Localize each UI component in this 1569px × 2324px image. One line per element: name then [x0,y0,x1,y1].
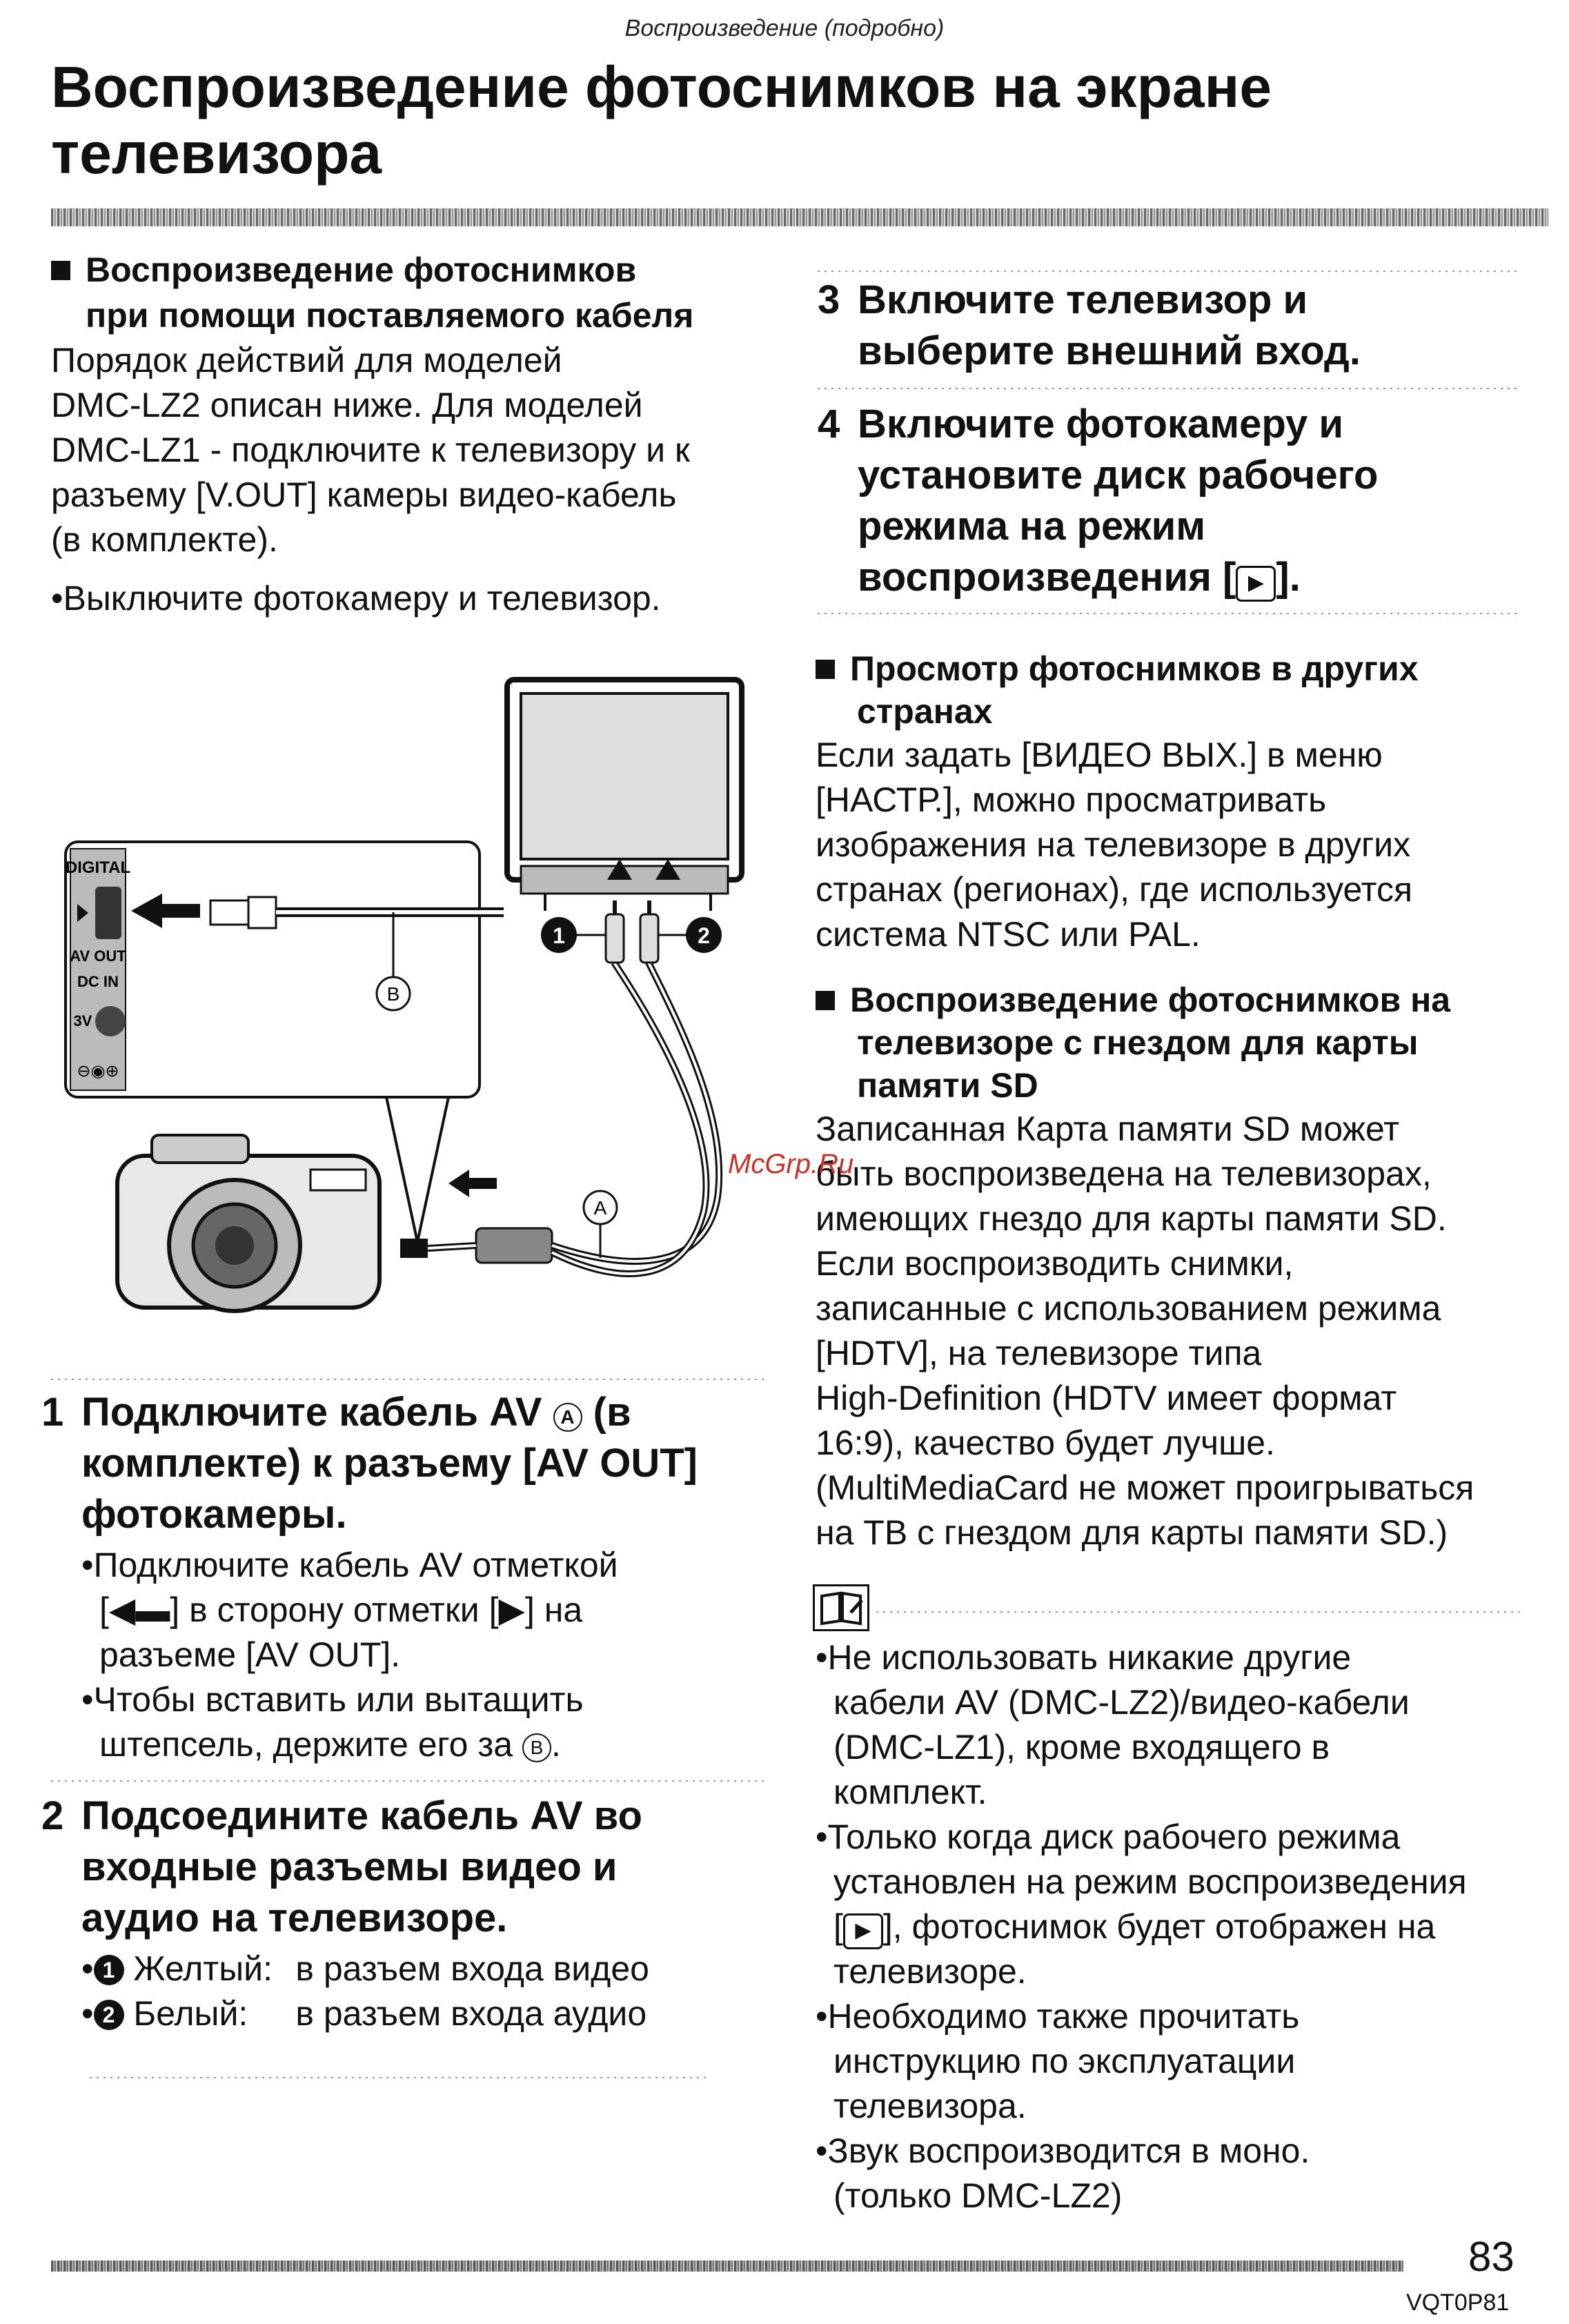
step-1-bullet-1: •Подключите кабель AV отметкой [◀▬] в сторону отметки [▶] на разъеме [AV OUT]. [81,1546,618,1674]
divider [876,1611,1525,1613]
step-3 [818,275,1535,377]
power-off-note: •Выключите фотокамеру и телевизор. [51,579,661,618]
playback-mode-icon: ▶ [1236,566,1276,602]
note-1: •Не использовать никакие другие кабели AV (DMC-LZ2)/видео-кабели (DMC-LZ1), кроме входящего в комплект. [816,1638,1410,1811]
connection-diagram [62,673,759,1352]
label-b-circle: B [522,1733,551,1762]
camera-illustration [117,1135,379,1311]
av-out-label: AV OUT [70,947,126,965]
divider [51,1780,769,1782]
playback-mode-icon: ▶ [843,1913,883,1949]
step-1-heading: 1 Подключите кабель AV A (в комплекте) к разъему [AV OUT] фотокамеры. [41,1390,698,1537]
footer-rule [51,2261,1403,2272]
step-1 [41,1387,773,1767]
title-line-1: Воспроизведение фотоснимков на экране [51,55,1272,119]
step-4 [818,399,1535,603]
square-bullet-icon [51,261,70,280]
breadcrumb: Воспроизведение (подробно) [624,15,945,41]
notes [816,1635,1554,2218]
square-bullet-icon [816,660,835,679]
divider [818,613,1521,614]
section-sd-tv [816,978,1547,1555]
divider [90,2077,711,2078]
num-2-badge: 2 [94,2000,124,2030]
port-panel-detail [66,842,504,1097]
square-bullet-icon [816,991,835,1010]
section-paragraph: Если задать [ВИДЕО ВЫХ.] в меню [НАСТР.], можно просматривать изображения на телевизоре в других странах (регионах), где используется система NTSC или PAL. [816,736,1413,954]
svg-text:⊖◉⊕: ⊖◉⊕ [77,1061,119,1081]
section-cable-playback [51,247,769,621]
note-4: •Звук воспроизводится в моно. (только DMC-LZ2) [816,2131,1310,2215]
section-heading: Воспроизведение фотоснимков на телевизоре с гнездом для карты памяти SD [816,978,1547,1107]
section-paragraph: Записанная Карта памяти SD может быть воспроизведена на телевизорах, имеющих гнездо для карты памяти SD. Если воспроизводить снимки, записанные с использованием режима [HDTV], на телевизоре типа High-Definition (HDTV имеет формат 16:9), качество будет лучше. (MultiMediaCard не может проигрываться на ТВ с гнездом для карты памяти SD.) [816,1110,1474,1552]
label-b: B [386,983,400,1005]
note-book-icon [813,1584,869,1631]
doc-code: VQT0P81 [1406,2289,1510,2316]
digital-label: DIGITAL [65,858,131,877]
step-4-heading: 4 Включите фотокамеру и установите диск рабочего режима на режим воспроизведения [ ▶ ]. [818,399,1535,603]
num-1-badge: 1 [553,923,565,948]
section-foreign-tv [816,647,1547,957]
dc-in-label: DC IN [77,973,119,990]
step-3-heading: 3 Включите телевизор и выберите внешний вход. [818,277,1361,373]
step-2-bullet-white: • 2 Белый: в разъем входа аудио [81,1994,647,2033]
note-2: •Только когда диск рабочего режима установлен на режим воспроизведения [ ▶ ], фотоснимок будет отображен на телевизоре. [816,1818,1467,1991]
step-1-bullet-2: •Чтобы вставить или вытащить штепсель, держите его за B . [81,1680,584,1764]
label-a-circle: A [553,1403,582,1432]
title-line-2: телевизора [51,121,382,186]
divider [51,1379,769,1380]
section-paragraph: Порядок действий для моделей DMC-LZ2 описан ниже. Для моделей DMC-LZ1 - подключите к телевизору и к разъему [V.OUT] камеры видео-кабель (в комплекте). [51,341,690,559]
label-a: A [593,1197,607,1219]
divider [818,388,1521,389]
cable-arrow-icon [448,1170,497,1197]
title-rule [51,208,1548,226]
step-2-bullet-yellow: • 1 Желтый: в разъем входа видео [81,1949,649,1988]
num-1-badge: 1 [94,1955,124,1985]
page-title [51,54,1514,186]
section-heading: Просмотр фотоснимков в других странах [816,647,1547,733]
divider [818,270,1521,272]
num-2-badge: 2 [698,923,710,948]
section-heading: Воспроизведение фотоснимков при помощи поставляемого кабеля [51,247,769,338]
tv-illustration [507,680,742,911]
3v-label: 3V [73,1012,92,1030]
plug-arrow-icon: ◀▬ [108,1591,170,1629]
play-triangle-icon: ▶ [498,1591,525,1629]
page-number: 83 [1468,2234,1514,2280]
step-2-heading: 2 Подсоедините кабель AV во входные разъемы видео и аудио на телевизоре. [41,1793,642,1940]
note-3: •Необходимо также прочитать инструкцию по эксплуатации телевизора. [816,1997,1300,2125]
watermark: McGrp.Ru [728,1149,854,1179]
step-2 [41,1791,773,2036]
